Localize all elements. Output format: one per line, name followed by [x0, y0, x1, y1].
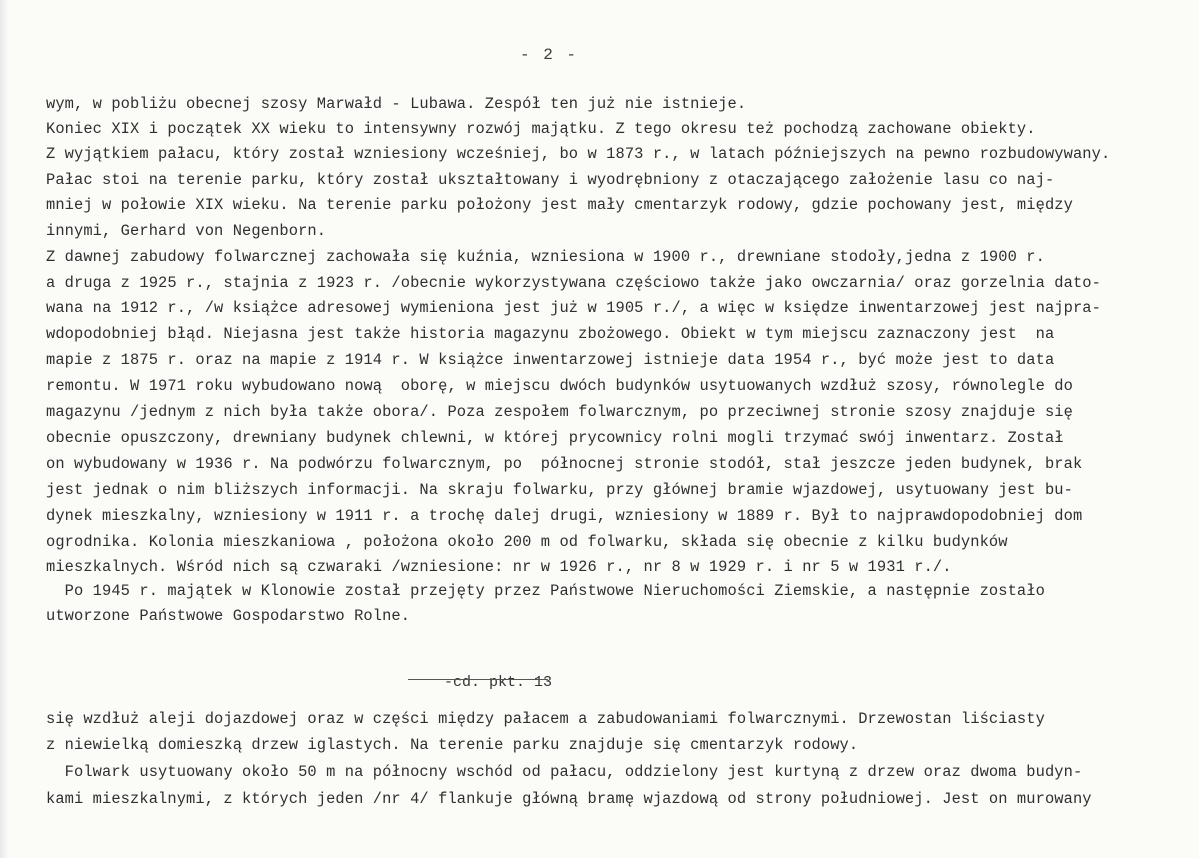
text-line: wana na 1912 r., /w książce adresowej wymieniona jest już w 1905 r./, a więc w księdze inwentarzowej jest najpra-: [46, 299, 1101, 317]
text-line: Z dawnej zabudowy folwarcznej zachowała się kuźnia, wzniesiona w 1900 r., drewniane stodoły,jedna z 1900 r.: [46, 248, 1045, 266]
text-line: Koniec XIX i początek XX wieku to intensywny rozwój majątku. Z tego okresu też pochodzą zachowane obiekty.: [46, 120, 1036, 138]
text-line: magazynu /jednym z nich była także obora/. Poza zespołem folwarcznym, po przeciwnej stronie szosy znajduje się: [46, 403, 1073, 421]
text-line: remontu. W 1971 roku wybudowano nową oborę, w miejscu dwóch budynków usytuowanych wzdłuż szosy, równolegle do: [46, 377, 1073, 395]
text-line: jest jednak o nim bliższych informacji. Na skraju folwarku, przy głównej bramie wjazdowej, usytuowany jest bu-: [46, 481, 1073, 499]
text-line: Z wyjątkiem pałacu, który został wzniesiony wcześniej, bo w 1873 r., w latach późniejszych na pewno rozbudowywany.: [46, 145, 1111, 163]
scan-edge: [0, 0, 8, 858]
text-line: a druga z 1925 r., stajnia z 1923 r. /obecnie wykorzystywana częściowo także jako owczarnia/ oraz gorzelnia dato-: [46, 274, 1101, 292]
text-line: obecnie opuszczony, drewniany budynek chlewni, w której prycownicy rolni mogli trzymać swój inwentarz. Został: [46, 429, 1064, 447]
text-line: mapie z 1875 r. oraz na mapie z 1914 r. W książce inwentarzowej istnieje data 1954 r., być może jest to data: [46, 351, 1055, 369]
text-line: Pałac stoi na terenie parku, który został ukształtowany i wyodrębniony z otaczającego założenie lasu co naj-: [46, 171, 1055, 189]
text-line: wym, w pobliżu obecnej szosy Marwałd - Lubawa. Zespół ten już nie istnieje.: [46, 95, 747, 113]
text-line: kami mieszkalnymi, z których jeden /nr 4/ flankuje główną bramę wjazdową od strony południowej. Jest on murowany: [46, 790, 1092, 808]
text-line: Po 1945 r. majątek w Klonowie został przejęty przez Państwowe Nieruchomości Ziemskie, a następnie zostało: [46, 582, 1045, 600]
page-number: - 2 -: [520, 46, 579, 64]
text-line: z niewielką domieszką drzew iglastych. Na terenie parku znajduje się cmentarzyk rodowy.: [46, 736, 859, 754]
section-marker-underline: [408, 679, 548, 680]
text-line: innymi, Gerhard von Negenborn.: [46, 222, 327, 240]
text-line: utworzone Państwowe Gospodarstwo Rolne.: [46, 607, 411, 625]
text-line: on wybudowany w 1936 r. Na podwórzu folwarcznym, po północnej stronie stodół, stał jeszcze jeden budynek, brak: [46, 455, 1083, 473]
text-line: dynek mieszkalny, wzniesiony w 1911 r. a trochę dalej drugi, wzniesiony w 1889 r. Był to najprawdopodobniej dom: [46, 507, 1083, 525]
text-line: ogrodnika. Kolonia mieszkaniowa , położona około 200 m od folwarku, składa się obecnie z kilku budynków: [46, 533, 1008, 551]
text-line: mniej w połowie XIX wieku. Na terenie parku położony jest mały cmentarzyk rodowy, gdzie pochowany jest, między: [46, 196, 1073, 214]
text-line: mieszkalnych. Wśród nich są czwaraki /wzniesione: nr w 1926 r., nr 8 w 1929 r. i nr 5 w 1931 r./.: [46, 558, 952, 576]
text-line: się wzdłuż alejі dojazdowej oraz w części między pałacem a zabudowaniami folwarcznymi. Drzewostan liściasty: [46, 710, 1045, 728]
section-marker-text: -cd. pkt. 13: [444, 674, 553, 691]
text-line: wdopodobniej błąd. Niejasna jest także historia magazynu zbożowego. Obiekt w tym miejscu zaznaczony jest na: [46, 325, 1055, 343]
text-line: Folwark usytuowany około 50 m na północny wschód od pałacu, oddzielony jest kurtyną z drzew oraz dwoma budyn-: [46, 763, 1083, 781]
